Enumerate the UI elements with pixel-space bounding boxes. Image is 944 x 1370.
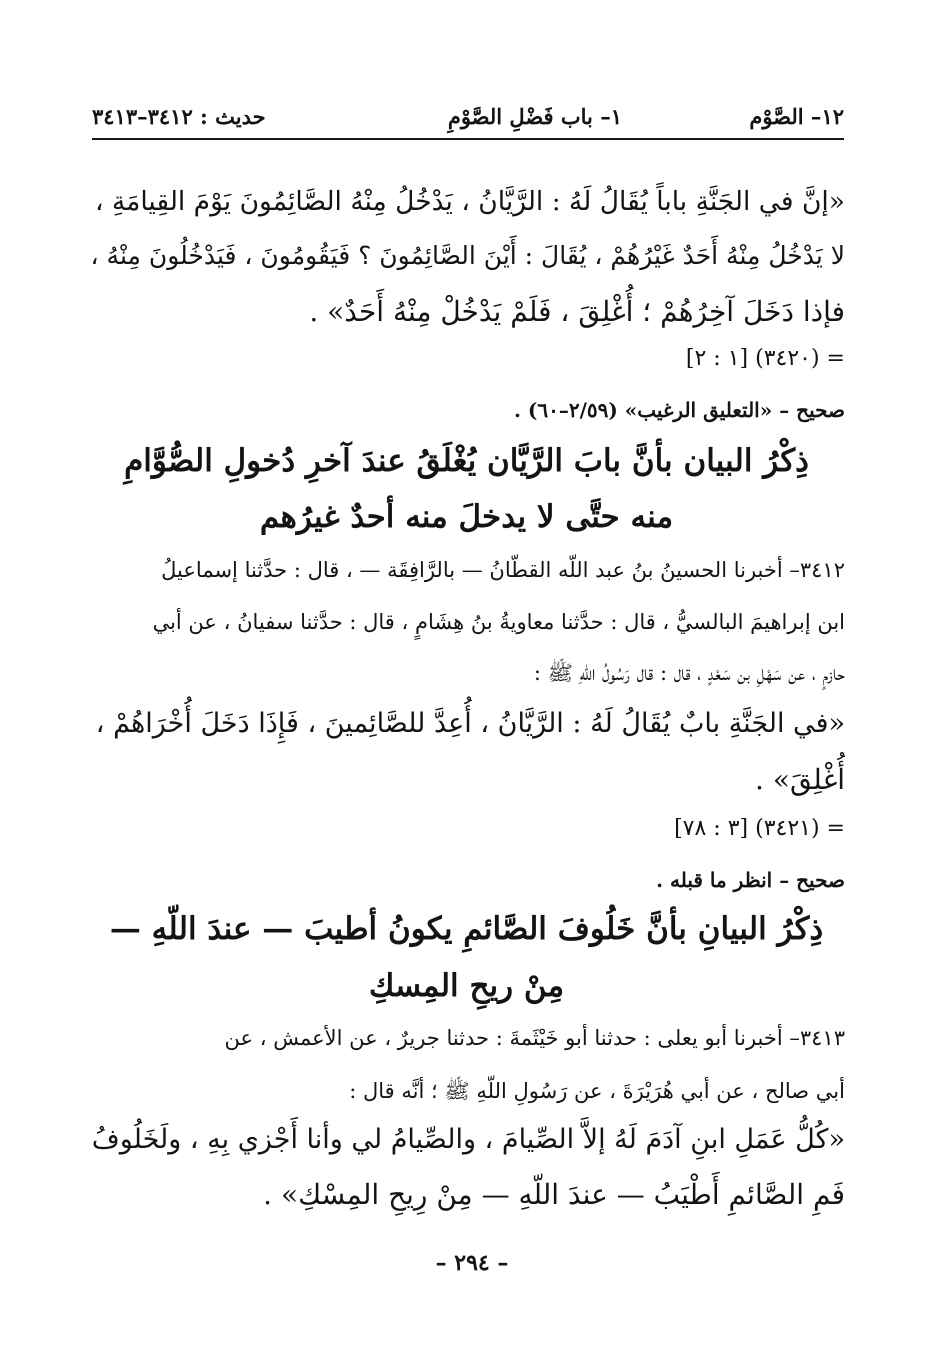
section-heading-2-line-2: مِنْ ريحِ المِسكِ — [368, 968, 565, 1004]
hadith-3412-isnad-line-1: ٣٤١٢– أخبرنا الحسينُ بنُ عبد اللّه القطّانُ — بالرَّافِقَة — ، قال : حدَّثنا إسماعيلُ — [161, 558, 845, 582]
section-title: ١– باب فَضْلِ الصَّوْمِ — [447, 104, 622, 129]
hadith-3413-matn-line-1: «كُلُّ عَمَلِ ابنِ آدَمَ لَهُ إلاَّ الصِّيامَ ، والصِّيامُ لي وأنا أَجْزي بِهِ ، ولَخَلُوفُ — [91, 1124, 845, 1155]
hadith-3411-matn-line-3: فإذا دَخَلَ آخِرُهُمْ ؛ أُغْلِقَ ، فَلَمْ يَدْخُلْ مِنْهُ أَحَدٌ» . — [309, 295, 845, 328]
hadith-3413-isnad-line-2: أبي صالح ، عن أبي هُرَيْرَةَ ، عن رَسُولِ اللّهِ ﷺ ؛ أنَّه قال : — [349, 1079, 845, 1103]
section-heading-1-line-1: ذِكْرُ البيان بأنَّ بابَ الرَّيَّان يُغْلَقُ عندَ آخرِ دُخولِ الصُّوَّامِ — [124, 443, 809, 479]
hadith-3411-matn-line-2: لا يَدْخُلُ مِنْهُ أَحَدٌ غَيْرُهُمْ ، يُقَالَ : أَيْنَ الصَّائِمُونَ ؟ فَيَقُومُونَ ، فَيَدْخُلُونَ مِنْهُ ، — [90, 241, 845, 270]
hadith-3412-isnad-line-3: حازمٍ ، عن سَهْلِ بن سَعْدٍ ، قال : قال رَسُولُ اللّهِ ﷺ : — [533, 661, 845, 685]
page-number: – ٢٩٤ – — [435, 1250, 509, 1276]
hadith-3411-grading: صحيح – «التعليق الرغيب» (٢/٥٩–٦٠) . — [513, 398, 845, 422]
hadith-3412-matn-line-1: «في الجَنَّةِ بابٌ يُقَالُ لَهُ : الرَّيَّانُ ، أُعِدَّ للصَّائِمينَ ، فَإِذَا دَخَلَ أُخْرَاهُمْ ، — [95, 708, 845, 739]
hadith-3412-matn-line-2: أُغْلِقَ» . — [755, 763, 845, 796]
hadith-3413-isnad-line-1: ٣٤١٣– أخبرنا أبو يعلى : حدثنا أبو خَيْثَمةَ : حدثنا جريرٌ ، عن الأعمش ، عن — [224, 1026, 845, 1050]
section-heading-1-line-2: منه حتَّى لا يدخلَ منه أحدٌ غيرُهم — [259, 499, 674, 535]
hadith-3412-isnad-line-2: ابن إبراهيمَ البالسيُّ ، قال : حدَّثنا معاويةُ بنُ هِشَامٍ ، قال : حدَّثنا سفيانُ ، عن أبي — [152, 610, 845, 634]
hadith-3412-reference: = (٣٤٢١) [٣ : ٧٨] — [674, 816, 845, 841]
hadith-3413-matn-line-2: فَمِ الصَّائمِ أَطْيَبُ — عندَ اللّهِ — مِنْ رِيحِ المِسْكِ» . — [263, 1178, 845, 1211]
section-heading-2-line-1: ذِكْرُ البيانِ بأنَّ خَلُوفَ الصَّائمِ يكونُ أطيبَ — عندَ اللّهِ — — [109, 911, 824, 947]
hadith-3411-matn-line-1: «إنَّ في الجَنَّةِ باباً يُقَالُ لَهُ : الرَّيَّانُ ، يَدْخُلُ مِنْهُ الصَّائِمُونَ يَوْمَ القِيامَةِ ، — [94, 186, 845, 217]
running-header — [92, 98, 844, 140]
chapter-title: ١٢– الصَّوْم — [749, 104, 844, 129]
hadith-3411-reference: = (٣٤٢٠) [١ : ٢] — [685, 346, 845, 371]
hadith-3412-grading: صحيح – انظر ما قبله . — [656, 868, 845, 892]
hadith-range: حديث : ٣٤١٢–٣٤١٣ — [92, 104, 266, 129]
